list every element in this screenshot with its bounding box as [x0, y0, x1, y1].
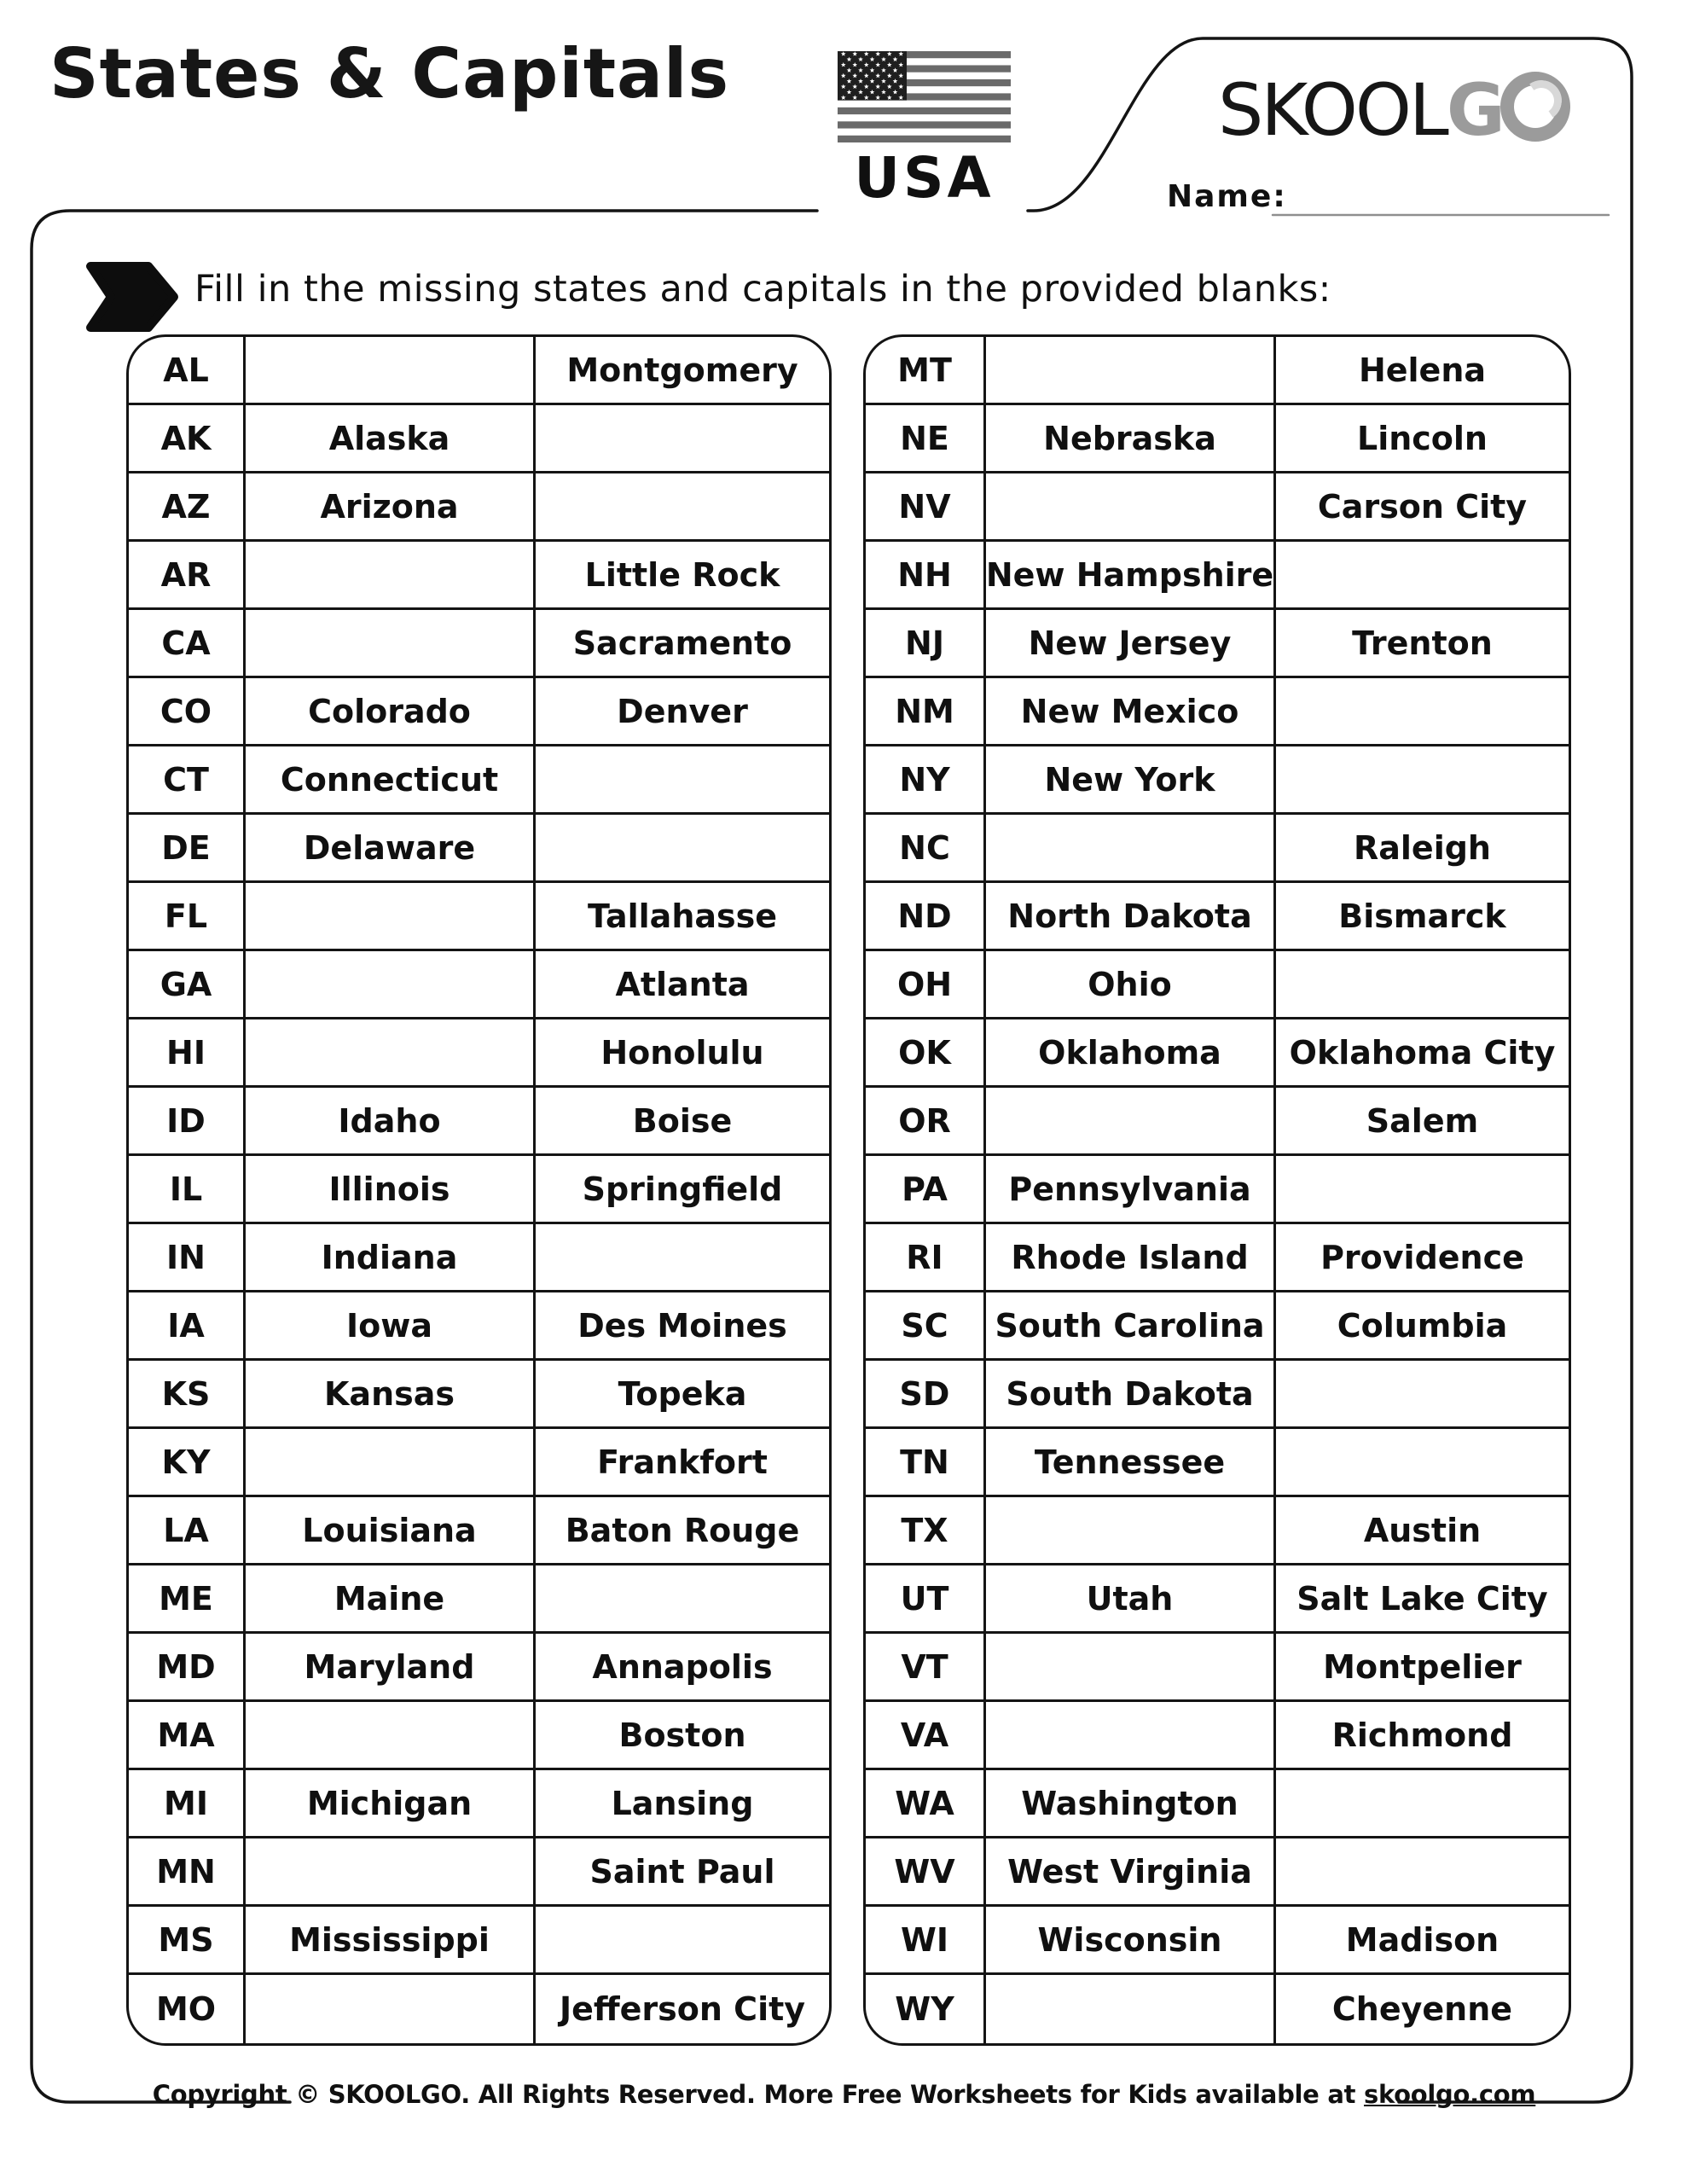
capital-cell: Honolulu — [600, 1033, 764, 1072]
capital-cell: Providence — [1320, 1238, 1524, 1276]
blank-capital-cell[interactable] — [1276, 1156, 1569, 1222]
capital-cell: Lincoln — [1356, 419, 1488, 457]
state-abbr-cell: TX — [866, 1497, 986, 1563]
state-name-cell: South Carolina — [986, 1292, 1276, 1358]
blank-capital-cell[interactable] — [1276, 1429, 1569, 1495]
skoolgo-logo — [1218, 68, 1570, 152]
state-name-cell: Connecticut — [246, 746, 536, 812]
state-abbr-cell: KS — [129, 1361, 246, 1426]
state-name-cell: Wisconsin — [986, 1907, 1276, 1972]
right-table — [863, 334, 1571, 2046]
table-row — [129, 1497, 829, 1565]
state-abbr-cell: AR — [129, 542, 246, 607]
state-name-cell: Maryland — [246, 1634, 536, 1699]
table-row — [129, 1975, 829, 2043]
blank-state-name-cell[interactable] — [246, 1702, 536, 1768]
table-row — [129, 1770, 829, 1838]
state-abbr-cell: OK — [866, 1019, 986, 1085]
state-abbr-cell: MO — [129, 1975, 246, 2043]
blank-capital-cell[interactable] — [1276, 1838, 1569, 1904]
state-abbr-cell: UT — [866, 1565, 986, 1631]
state-abbr-cell: WV — [866, 1838, 986, 1904]
table-row — [129, 473, 829, 542]
state-name-cell: Ohio — [986, 951, 1276, 1017]
footer-copyright — [0, 2080, 1688, 2109]
capital-cell: Jefferson City — [559, 1990, 806, 2028]
state-abbr-cell: PA — [866, 1156, 986, 1222]
state-abbr-cell: LA — [129, 1497, 246, 1563]
table-row — [129, 1361, 829, 1429]
magnifier-o-icon — [1500, 72, 1570, 142]
capital-cell: Des Moines — [577, 1306, 787, 1345]
state-name-cell: Mississippi — [246, 1907, 536, 1972]
table-row — [866, 542, 1569, 610]
capital-cell: Bismarck — [1338, 897, 1506, 935]
capital-cell: Cheyenne — [1331, 1990, 1513, 2028]
state-name-cell: South Dakota — [986, 1361, 1276, 1426]
state-abbr-cell: WA — [866, 1770, 986, 1836]
capital-cell: Richmond — [1331, 1716, 1513, 1754]
state-abbr-cell: NY — [866, 746, 986, 812]
table-row — [129, 1634, 829, 1702]
state-abbr-cell: NJ — [866, 610, 986, 676]
state-abbr-cell: RI — [866, 1224, 986, 1290]
capital-cell: Lansing — [611, 1784, 754, 1822]
state-abbr-cell: VT — [866, 1634, 986, 1699]
state-abbr-cell: MI — [129, 1770, 246, 1836]
table-row — [129, 1019, 829, 1088]
capital-cell: Carson City — [1317, 487, 1528, 526]
state-abbr-cell: MD — [129, 1634, 246, 1699]
table-row — [129, 1292, 829, 1361]
table-row — [866, 883, 1569, 951]
blank-capital-cell[interactable] — [536, 815, 829, 880]
state-name-cell: Tennessee — [986, 1429, 1276, 1495]
state-abbr-cell: CT — [129, 746, 246, 812]
state-abbr-cell: NC — [866, 815, 986, 880]
blank-state-name-cell[interactable] — [986, 1975, 1276, 2043]
table-row — [866, 1361, 1569, 1429]
capital-cell: Atlanta — [615, 965, 750, 1003]
capital-cell: Helena — [1358, 351, 1487, 389]
capital-cell: Madison — [1345, 1920, 1499, 1959]
logo-go-text: G — [1447, 68, 1570, 152]
capital-cell: Montpelier — [1323, 1647, 1522, 1686]
left-table — [126, 334, 832, 2046]
state-name-cell: Maine — [246, 1565, 536, 1631]
table-row — [866, 1565, 1569, 1634]
table-row — [129, 1088, 829, 1156]
table-row — [129, 405, 829, 473]
capital-cell: Oklahoma City — [1289, 1033, 1556, 1072]
table-row — [866, 1702, 1569, 1770]
state-abbr-cell: DE — [129, 815, 246, 880]
blank-capital-cell[interactable] — [1276, 746, 1569, 812]
table-row — [129, 1838, 829, 1907]
capital-cell: Raleigh — [1354, 828, 1491, 867]
state-abbr-cell: ND — [866, 883, 986, 949]
state-abbr-cell: VA — [866, 1702, 986, 1768]
capital-cell: Columbia — [1337, 1306, 1508, 1345]
state-name-cell: Nebraska — [986, 405, 1276, 471]
instruction-text: Fill in the missing states and capitals in the provided blanks: — [194, 268, 1331, 311]
table-row — [129, 1565, 829, 1634]
state-abbr-cell: ME — [129, 1565, 246, 1631]
table-row — [129, 1429, 829, 1497]
state-abbr-cell: MT — [866, 337, 986, 403]
table-row — [866, 1907, 1569, 1975]
state-name-cell: Idaho — [246, 1088, 536, 1153]
state-abbr-cell: CO — [129, 678, 246, 744]
capital-cell: Austin — [1363, 1511, 1482, 1549]
blank-state-name-cell[interactable] — [246, 610, 536, 676]
state-abbr-cell: KY — [129, 1429, 246, 1495]
table-row — [866, 678, 1569, 746]
state-abbr-cell: FL — [129, 883, 246, 949]
table-row — [129, 1156, 829, 1224]
blank-state-name-cell[interactable] — [246, 951, 536, 1017]
table-row — [866, 610, 1569, 678]
state-abbr-cell: WY — [866, 1975, 986, 2043]
state-abbr-cell: MA — [129, 1702, 246, 1768]
table-row — [866, 1019, 1569, 1088]
state-name-cell: New Jersey — [986, 610, 1276, 676]
state-name-cell: Utah — [986, 1565, 1276, 1631]
state-abbr-cell: HI — [129, 1019, 246, 1085]
state-abbr-cell: AK — [129, 405, 246, 471]
state-name-cell: Indiana — [246, 1224, 536, 1290]
state-name-cell: New York — [986, 746, 1276, 812]
state-abbr-cell: TN — [866, 1429, 986, 1495]
blank-state-name-cell[interactable] — [986, 815, 1276, 880]
state-name-cell: Alaska — [246, 405, 536, 471]
table-row — [866, 1156, 1569, 1224]
capital-cell: Springfield — [582, 1170, 783, 1208]
capital-cell: Salem — [1366, 1101, 1479, 1140]
state-name-cell: Louisiana — [246, 1497, 536, 1563]
state-abbr-cell: IL — [129, 1156, 246, 1222]
capital-cell: Boston — [618, 1716, 746, 1754]
capital-cell: Baton Rouge — [565, 1511, 800, 1549]
table-row — [129, 746, 829, 815]
blank-capital-cell[interactable] — [536, 405, 829, 471]
capital-cell: Boise — [632, 1101, 733, 1140]
state-abbr-cell: NM — [866, 678, 986, 744]
table-row — [866, 746, 1569, 815]
state-abbr-cell: WI — [866, 1907, 986, 1972]
capital-cell: Tallahasse — [587, 897, 778, 935]
blank-state-name-cell[interactable] — [246, 542, 536, 607]
footer-site-link[interactable]: skoolgo.com — [1363, 2080, 1536, 2109]
table-row — [129, 542, 829, 610]
blank-capital-cell[interactable] — [1276, 542, 1569, 607]
blank-capital-cell[interactable] — [1276, 678, 1569, 744]
state-name-cell: New Mexico — [986, 678, 1276, 744]
table-row — [866, 1497, 1569, 1565]
capital-cell: Montgomery — [566, 351, 798, 389]
state-abbr-cell: NE — [866, 405, 986, 471]
capital-cell: Little Rock — [584, 555, 780, 594]
table-row — [866, 337, 1569, 405]
blank-state-name-cell[interactable] — [246, 1429, 536, 1495]
footer-text: Copyright © SKOOLGO. All Rights Reserved. More Free Worksheets for Kids available at — [152, 2080, 1364, 2109]
blank-state-name-cell[interactable] — [986, 1088, 1276, 1153]
state-name-cell: Illinois — [246, 1156, 536, 1222]
table-row — [129, 678, 829, 746]
state-name-cell: Rhode Island — [986, 1224, 1276, 1290]
table-row — [129, 883, 829, 951]
state-abbr-cell: ID — [129, 1088, 246, 1153]
blank-state-name-cell[interactable] — [246, 883, 536, 949]
state-abbr-cell: SD — [866, 1361, 986, 1426]
blank-capital-cell[interactable] — [536, 1565, 829, 1631]
table-row — [129, 1907, 829, 1975]
state-name-cell: Oklahoma — [986, 1019, 1276, 1085]
state-name-cell: Kansas — [246, 1361, 536, 1426]
table-row — [866, 1429, 1569, 1497]
table-row — [866, 405, 1569, 473]
table-row — [866, 1634, 1569, 1702]
state-abbr-cell: AL — [129, 337, 246, 403]
table-row — [866, 1975, 1569, 2043]
blank-state-name-cell[interactable] — [246, 1019, 536, 1085]
blank-capital-cell[interactable] — [536, 473, 829, 539]
state-abbr-cell: IA — [129, 1292, 246, 1358]
blank-state-name-cell[interactable] — [986, 1702, 1276, 1768]
table-row — [129, 337, 829, 405]
blank-capital-cell[interactable] — [1276, 1770, 1569, 1836]
usa-flag-icon — [838, 51, 1011, 142]
state-abbr-cell: MN — [129, 1838, 246, 1904]
page-title: States & Capitals — [49, 34, 730, 113]
blank-state-name-cell[interactable] — [246, 1838, 536, 1904]
state-abbr-cell: CA — [129, 610, 246, 676]
state-name-cell: North Dakota — [986, 883, 1276, 949]
state-abbr-cell: SC — [866, 1292, 986, 1358]
state-name-cell: Michigan — [246, 1770, 536, 1836]
flag-caption: USA — [854, 145, 995, 211]
logo-skool-text: SKOOL — [1218, 68, 1447, 152]
state-name-cell: New Hampshire — [986, 542, 1276, 607]
state-abbr-cell: OR — [866, 1088, 986, 1153]
blank-capital-cell[interactable] — [536, 1224, 829, 1290]
state-name-cell: Iowa — [246, 1292, 536, 1358]
blank-state-name-cell[interactable] — [986, 1497, 1276, 1563]
instruction-arrow-icon — [85, 261, 181, 333]
blank-capital-cell[interactable] — [536, 1907, 829, 1972]
table-row — [866, 1292, 1569, 1361]
capital-cell: Frankfort — [597, 1443, 768, 1481]
table-row — [866, 473, 1569, 542]
table-row — [129, 815, 829, 883]
state-abbr-cell: NH — [866, 542, 986, 607]
table-row — [129, 951, 829, 1019]
blank-state-name-cell[interactable] — [986, 337, 1276, 403]
capital-cell: Trenton — [1352, 624, 1493, 662]
state-name-cell: Arizona — [246, 473, 536, 539]
capital-cell: Sacramento — [572, 624, 792, 662]
capital-cell: Denver — [617, 692, 748, 730]
state-abbr-cell: NV — [866, 473, 986, 539]
state-abbr-cell: IN — [129, 1224, 246, 1290]
state-name-cell: Delaware — [246, 815, 536, 880]
blank-state-name-cell[interactable] — [246, 1975, 536, 2043]
name-label: Name: — [1167, 179, 1287, 214]
blank-capital-cell[interactable] — [1276, 951, 1569, 1017]
state-name-cell: Colorado — [246, 678, 536, 744]
capital-cell: Annapolis — [592, 1647, 773, 1686]
table-row — [129, 1702, 829, 1770]
blank-capital-cell[interactable] — [1276, 1361, 1569, 1426]
table-row — [866, 815, 1569, 883]
blank-capital-cell[interactable] — [536, 746, 829, 812]
blank-state-name-cell[interactable] — [246, 337, 536, 403]
table-row — [866, 1088, 1569, 1156]
state-name-cell: Washington — [986, 1770, 1276, 1836]
table-row — [129, 1224, 829, 1292]
state-name-cell: West Virginia — [986, 1838, 1276, 1904]
capital-cell: Salt Lake City — [1296, 1579, 1548, 1618]
state-abbr-cell: GA — [129, 951, 246, 1017]
table-row — [866, 951, 1569, 1019]
blank-state-name-cell[interactable] — [986, 473, 1276, 539]
table-row — [866, 1224, 1569, 1292]
blank-state-name-cell[interactable] — [986, 1634, 1276, 1699]
table-row — [866, 1838, 1569, 1907]
table-row — [866, 1770, 1569, 1838]
state-name-cell: Pennsylvania — [986, 1156, 1276, 1222]
state-abbr-cell: AZ — [129, 473, 246, 539]
capital-cell: Saint Paul — [589, 1852, 775, 1891]
state-abbr-cell: OH — [866, 951, 986, 1017]
state-abbr-cell: MS — [129, 1907, 246, 1972]
table-row — [129, 610, 829, 678]
capital-cell: Topeka — [618, 1374, 747, 1413]
